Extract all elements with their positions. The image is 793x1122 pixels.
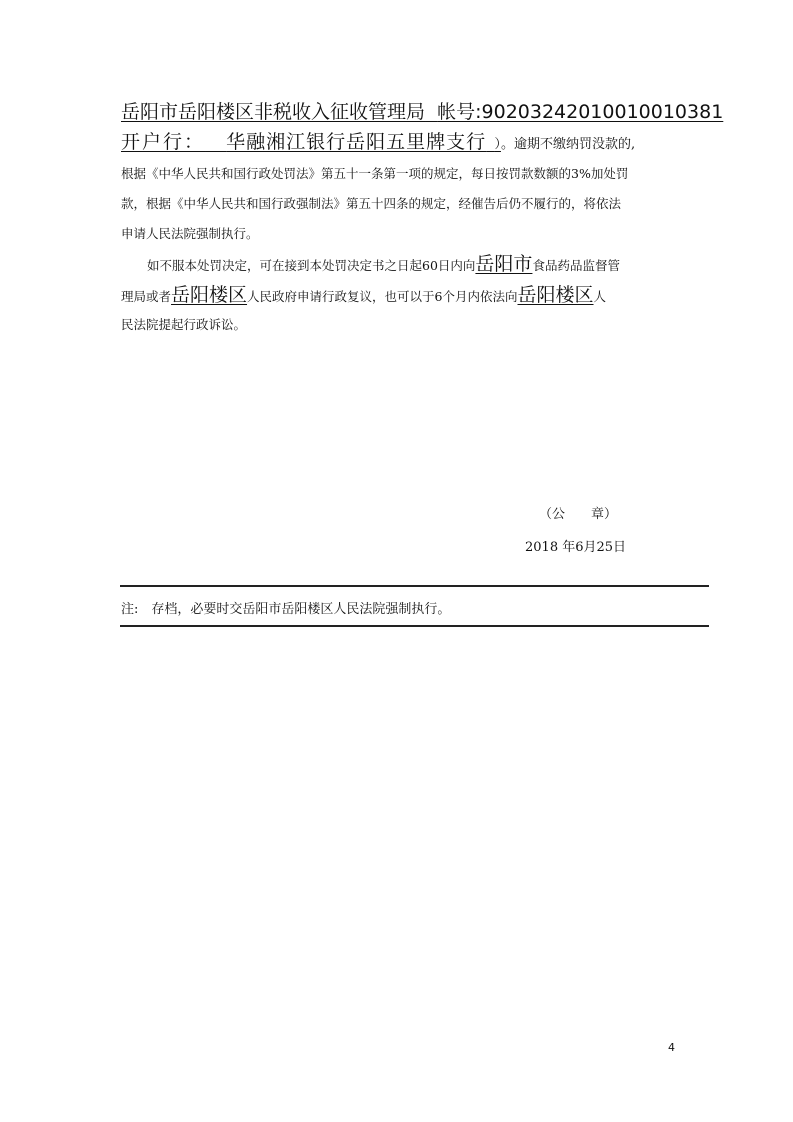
bank-bracket-close: ）	[494, 137, 501, 152]
penalty-text-line-4: 申请人民法院强制执行。	[121, 226, 259, 241]
appeal-text-part5: 人	[593, 289, 607, 304]
appeal-district-2: 岳阳楼区	[517, 284, 594, 306]
issue-date: 2018 年6月25日	[525, 540, 627, 555]
seal-text: （公 章）	[539, 507, 618, 522]
penalty-text-line-3: 款，根据《中华人民共和国行政强制法》第五十四条的规定，经催告后仍不履行的，将依法	[121, 196, 622, 211]
page-number: 4	[668, 1041, 675, 1054]
payee-name: 岳阳市岳阳楼区非税收入征收管理局	[121, 101, 426, 123]
appeal-text-part3: 理局或者	[121, 289, 172, 304]
bank-label: 开户行：	[121, 131, 206, 153]
bank-name: 华融湘江银行岳阳五里牌支行	[226, 131, 487, 153]
appeal-text-part2: 食品药品监督管	[532, 258, 620, 273]
appeal-city: 岳阳市	[475, 253, 533, 275]
appeal-line-3: 民法院提起行政诉讼。	[121, 317, 247, 332]
payee-account-line	[121, 97, 723, 124]
overdue-text: 。逾期不缴纳罚没款的,	[500, 137, 636, 152]
appeal-text-part4: 人民政府申请行政复议，也可以于6个月内依法向	[247, 289, 518, 304]
appeal-text-part1: 如不服本处罚决定，可在接到本处罚决定书之日起60日内向	[147, 258, 476, 273]
archive-note: 注: 存档，必要时交岳阳市岳阳楼区人民法院强制执行。	[121, 602, 451, 617]
appeal-line-1	[147, 249, 620, 276]
account-label: 帐号:	[437, 101, 482, 123]
appeal-district-1: 岳阳楼区	[171, 284, 248, 306]
bank-line	[121, 127, 635, 154]
penalty-text-line-2: 根据《中华人民共和国行政处罚法》第五十一条第一项的规定，每日按罚款数额的3%加处罚	[121, 166, 629, 181]
bottom-divider	[120, 625, 709, 627]
appeal-line-2	[121, 280, 606, 307]
top-divider	[120, 585, 709, 587]
account-number: 90203242010010010381	[481, 101, 724, 123]
